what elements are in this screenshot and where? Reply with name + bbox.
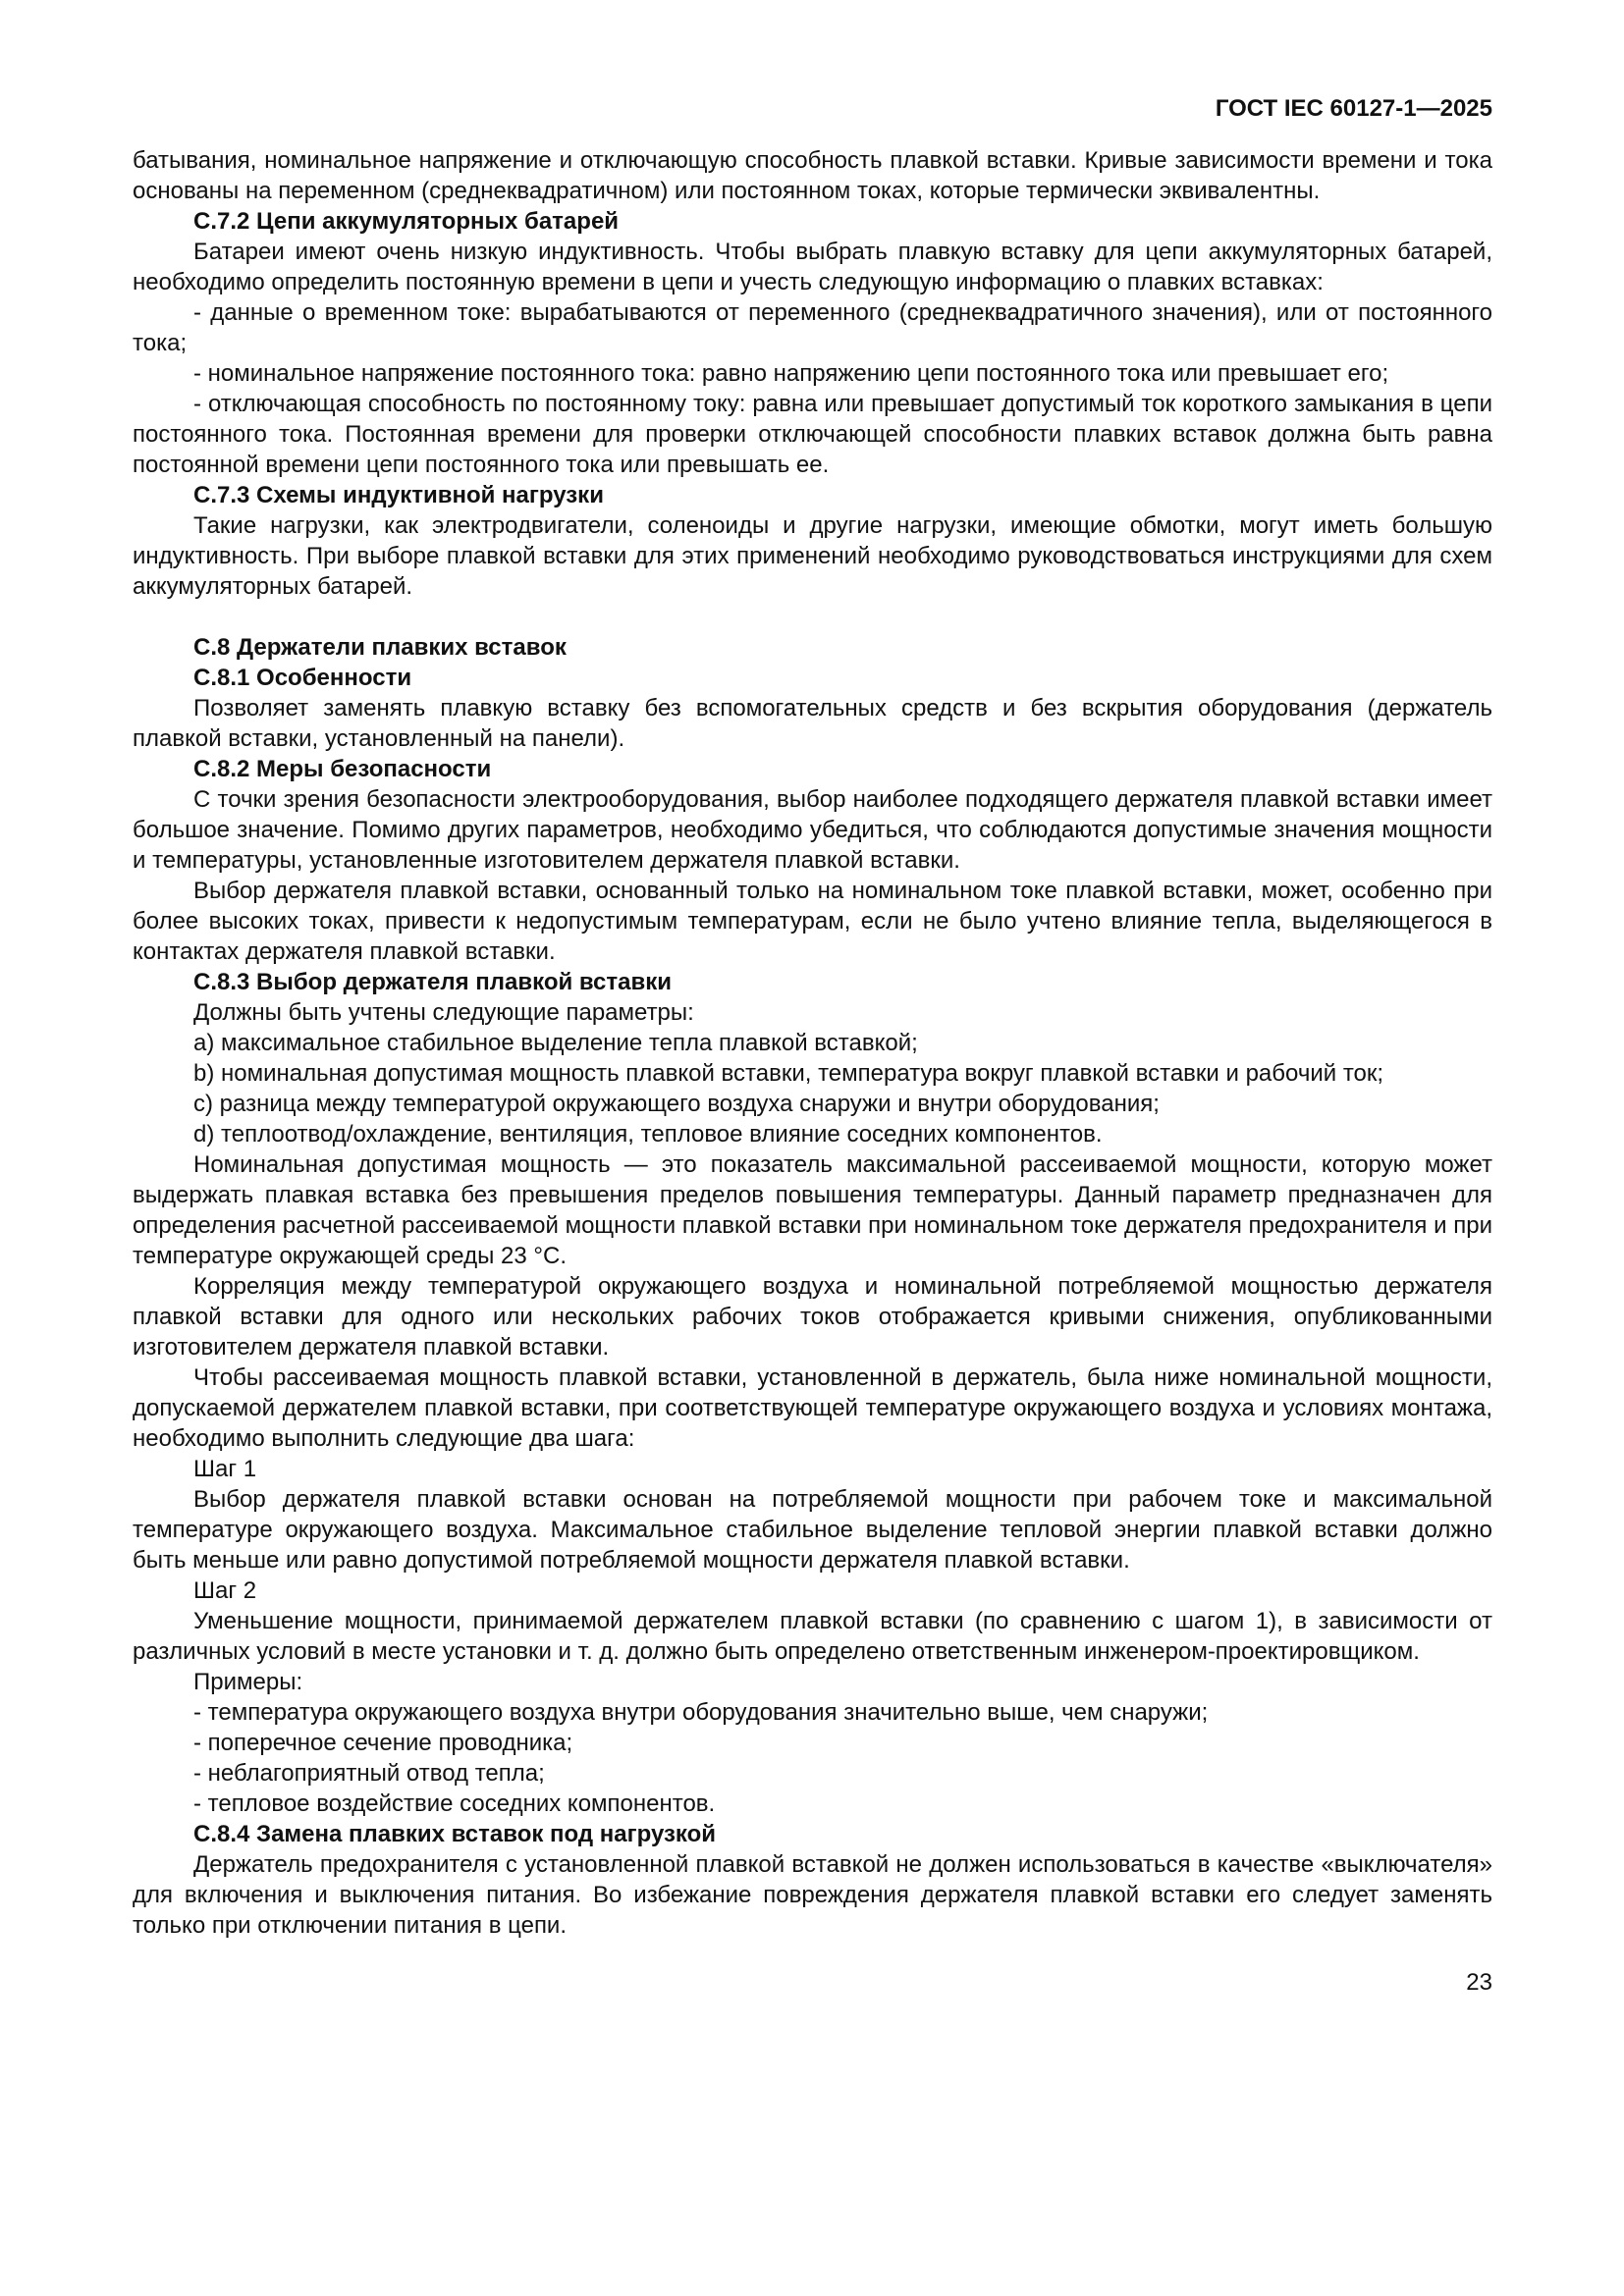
paragraph: Должны быть учтены следующие параметры:: [193, 999, 694, 1026]
paragraph: Примеры:: [193, 1669, 303, 1695]
section-heading: С.8.4 Замена плавких вставок под нагрузкой: [193, 1821, 717, 1847]
list-item: - номинальное напряжение постоянного тока: равно напряжению цепи постоянного тока или превышает его;: [193, 360, 1389, 387]
list-item: - отключающая способность по постоянному току: равна или превышает допустимый ток короткого замыкания в цепи постоянного тока. Постоянная времени для проверки отключающей способности плавких вставок должна быть равна постоянной времени цепи постоянного тока или превышать ее.: [133, 391, 1492, 478]
section-heading: С.8 Держатели плавких вставок: [193, 634, 567, 661]
paragraph: Шаг 1: [193, 1456, 257, 1482]
paragraph: Корреляция между температурой окружающего воздуха и номинальной потребляемой мощностью держателя плавкой вставки для одного или нескольких рабочих токов отображается кривыми снижения, опубликованными изготовителем держателя плавкой вставки.: [133, 1273, 1492, 1361]
list-item: - поперечное сечение проводника;: [193, 1730, 573, 1756]
page-footer: [133, 1968, 1492, 1998]
paragraph: Такие нагрузки, как электродвигатели, соленоиды и другие нагрузки, имеющие обмотки, могут иметь большую индуктивность. При выборе плавкой вставки для этих применений необходимо руководствоваться инструкциями для схем аккумуляторных батарей.: [133, 512, 1492, 600]
section-heading: С.7.2 Цепи аккумуляторных батарей: [193, 208, 620, 235]
paragraph: Выбор держателя плавкой вставки, основанный только на номинальном токе плавкой вставки, может, особенно при более высоких токах, привести к недопустимым температурам, если не было учтено влияние тепла, выделяющегося в контактах держателя плавкой вставки.: [133, 878, 1492, 965]
paragraph: Уменьшение мощности, принимаемой держателем плавкой вставки (по сравнению с шагом 1), в зависимости от различных условий в месте установки и т. д. должно быть определено ответственным инженером-проектировщиком.: [133, 1608, 1492, 1665]
section-heading: С.8.2 Меры безопасности: [193, 756, 492, 782]
paragraph: Держатель предохранителя с установленной плавкой вставкой не должен использоваться в качестве «выключателя» для включения и выключения питания. Во избежание повреждения держателя плавкой вставки его следует заменять только при отключении питания в цепи.: [133, 1851, 1492, 1939]
section-heading: С.8.3 Выбор держателя плавкой вставки: [193, 969, 673, 995]
list-item: - температура окружающего воздуха внутри оборудования значительно выше, чем снаружи;: [193, 1699, 1209, 1726]
list-item: - неблагоприятный отвод тепла;: [193, 1760, 545, 1787]
page-body: [133, 145, 1492, 1941]
document-code-header: ГОСТ IEC 60127-1—2025: [1215, 95, 1492, 122]
list-item: - данные о временном токе: вырабатываются от переменного (среднеквадратичного значения), или от постоянного тока;: [133, 299, 1492, 356]
list-item: d) теплоотвод/охлаждение, вентиляция, тепловое влияние соседних компонентов.: [193, 1121, 1103, 1148]
paragraph: Выбор держателя плавкой вставки основан на потребляемой мощности при рабочем токе и максимальной температуре окружающего воздуха. Максимальное стабильное выделение тепловой энергии плавкой вставки должно быть меньше или равно допустимой потребляемой мощности держателя плавкой вставки.: [133, 1486, 1492, 1574]
section-heading: С.8.1 Особенности: [193, 665, 412, 691]
list-item: c) разница между температурой окружающего воздуха снаружи и внутри оборудования;: [193, 1091, 1160, 1117]
list-item: - тепловое воздействие соседних компонентов.: [193, 1790, 716, 1817]
paragraph: Шаг 2: [193, 1577, 257, 1604]
page-number: 23: [1466, 1969, 1492, 1996]
paragraph: Чтобы рассеиваемая мощность плавкой вставки, установленной в держатель, была ниже номинальной мощности, допускаемой держателем плавкой вставки, при соответствующей температуре окружающего воздуха и условиях монтажа, необходимо выполнить следующие два шага:: [133, 1364, 1492, 1452]
paragraph: Номинальная допустимая мощность — это показатель максимальной рассеиваемой мощности, которую может выдержать плавкая вставка без превышения пределов повышения температуры. Данный параметр предназначен для определения расчетной рассеиваемой мощности плавкой вставки при номинальном токе держателя предохранителя и при температуре окружающей среды 23 °С.: [133, 1151, 1492, 1269]
list-item: b) номинальная допустимая мощность плавкой вставки, температура вокруг плавкой вставки и рабочий ток;: [193, 1060, 1384, 1087]
paragraph: Позволяет заменять плавкую вставку без вспомогательных средств и без вскрытия оборудования (держатель плавкой вставки, установленный на панели).: [133, 695, 1492, 752]
paragraph: С точки зрения безопасности электрооборудования, выбор наиболее подходящего держателя плавкой вставки имеет большое значение. Помимо других параметров, необходимо убедиться, что соблюдаются допустимые значения мощности и температуры, установленные изготовителем держателя плавкой вставки.: [133, 786, 1492, 874]
list-item: a) максимальное стабильное выделение тепла плавкой вставкой;: [193, 1030, 918, 1056]
paragraph: батывания, номинальное напряжение и отключающую способность плавкой вставки. Кривые зависимости времени и тока основаны на переменном (среднеквадратичном) или постоянном токах, которые термически эквивалентны.: [133, 147, 1492, 204]
paragraph: Батареи имеют очень низкую индуктивность. Чтобы выбрать плавкую вставку для цепи аккумуляторных батарей, необходимо определить постоянную времени в цепи и учесть следующую информацию о плавких вставках:: [133, 239, 1492, 295]
section-heading: С.7.3 Схемы индуктивной нагрузки: [193, 482, 604, 508]
